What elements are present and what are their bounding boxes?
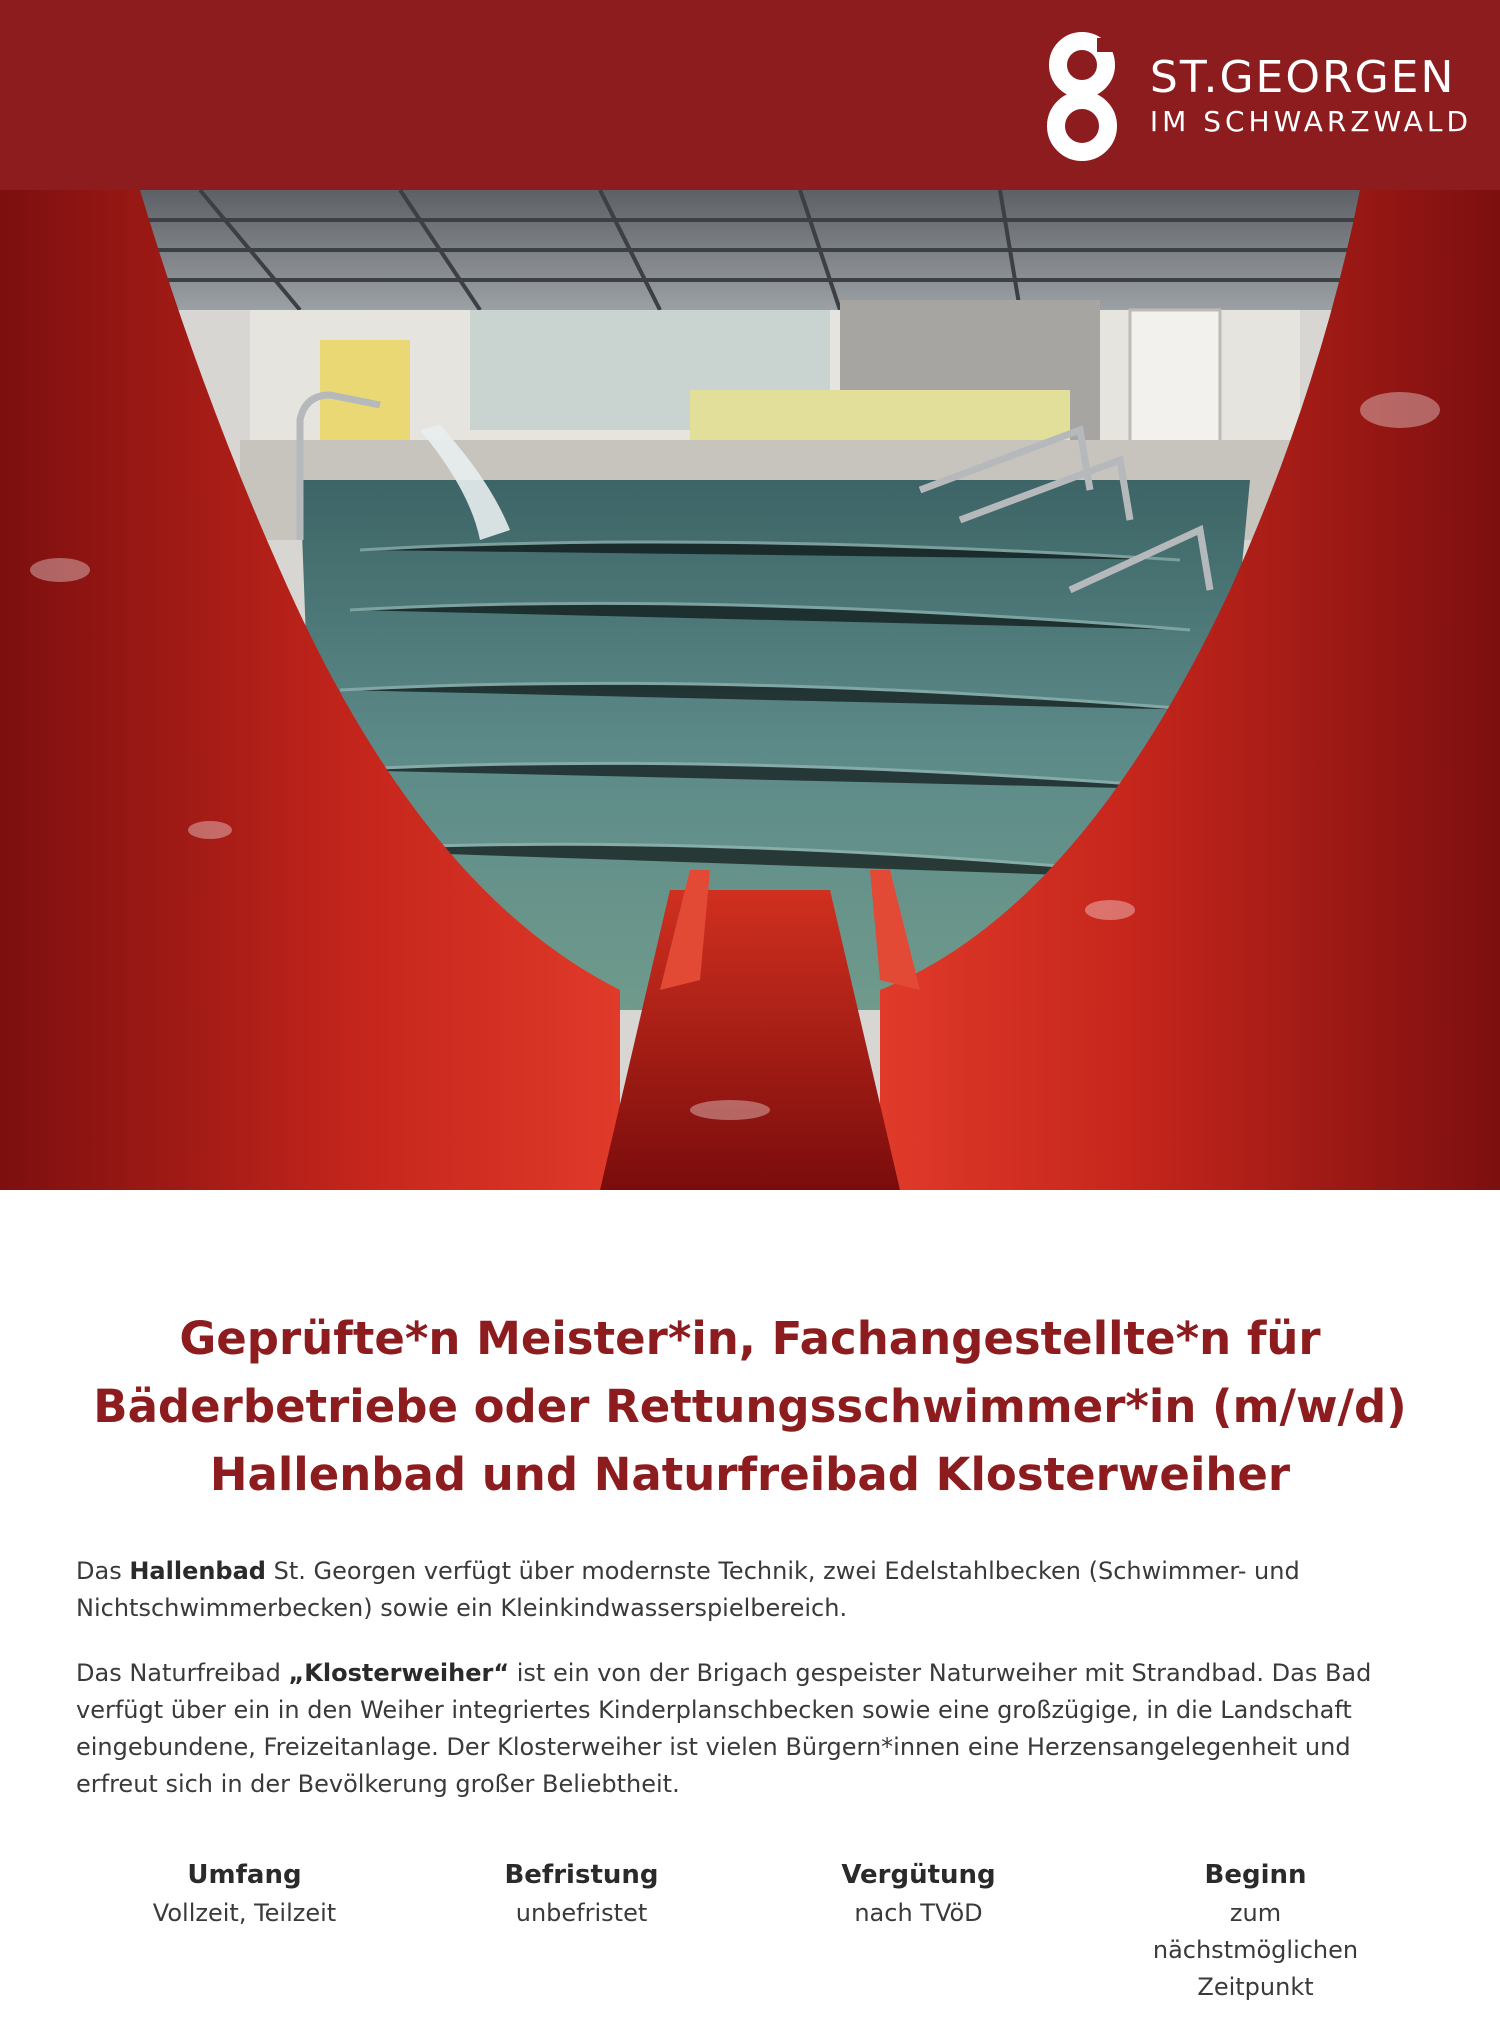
job-title-line: Bäderbetriebe oder Rettungsschwimmer*in (m/w/d): [93, 1380, 1407, 1433]
text-segment: ist ein von der Brigach gespeister Naturweiher mit Strandbad. Das Bad verfügt über ein in den Weiher integriertes Kinderplanschbecken sowie eine großzügige, in die Landschaft eingebundene, Freizeitanlage. Der Klosterweiher ist vielen Bürgern*innen eine Herzensangelegenheit und erfreut sich in der Bevölkerung großer Beliebtheit.: [76, 1659, 1372, 1798]
logo-text: [1149, 51, 1472, 142]
logo-subname: IM SCHWARZWALD: [1149, 104, 1472, 138]
header-bar: [0, 0, 1500, 190]
job-title-line: Geprüfte*n Meister*in, Fachangestellte*n für: [179, 1312, 1321, 1365]
text-segment: St. Georgen verfügt über modernste Technik, zwei Edelstahlbecken (Schwimmer- und Nichtschwimmerbecken) sowie ein Kleinkindwasserspielbereich.: [76, 1557, 1300, 1622]
job-title-line: Hallenbad und Naturfreibad Klosterweiher: [209, 1448, 1291, 1501]
fact-value: zum nächstmöglichen Zeitpunkt: [1152, 1899, 1359, 2001]
text-segment: Das Naturfreibad: [76, 1659, 289, 1687]
fact-value: nach TVöD: [854, 1899, 983, 1927]
bold-text: „Klosterweiher“: [288, 1659, 510, 1687]
fact-beginn: [1087, 1855, 1424, 2006]
job-facts: [76, 1855, 1426, 2006]
bold-text: Hallenbad: [129, 1557, 266, 1585]
hero-image: [0, 190, 1500, 1190]
logo-mark-icon: [1045, 30, 1120, 165]
fact-value: Vollzeit, Teilzeit: [152, 1899, 337, 1927]
city-logo[interactable]: [1045, 30, 1472, 165]
fact-label: Befristung: [504, 1860, 659, 1890]
fact-label: Beginn: [1204, 1860, 1307, 1890]
fact-befristung: [413, 1855, 750, 2006]
fact-verguetung: [750, 1855, 1087, 2006]
intro-paragraph-klosterweiher: [76, 1655, 1426, 1803]
logo-name: ST.GEORGEN: [1149, 51, 1456, 103]
fact-label: Umfang: [187, 1860, 302, 1890]
fact-value: unbefristet: [515, 1899, 648, 1927]
job-title: [60, 1305, 1440, 1509]
fact-label: Vergütung: [841, 1860, 996, 1890]
intro-paragraph-hallenbad: [76, 1553, 1426, 1627]
fact-umfang: [76, 1855, 413, 2006]
text-segment: Das: [76, 1557, 130, 1585]
indoor-pool-photo: [0, 190, 1500, 1190]
